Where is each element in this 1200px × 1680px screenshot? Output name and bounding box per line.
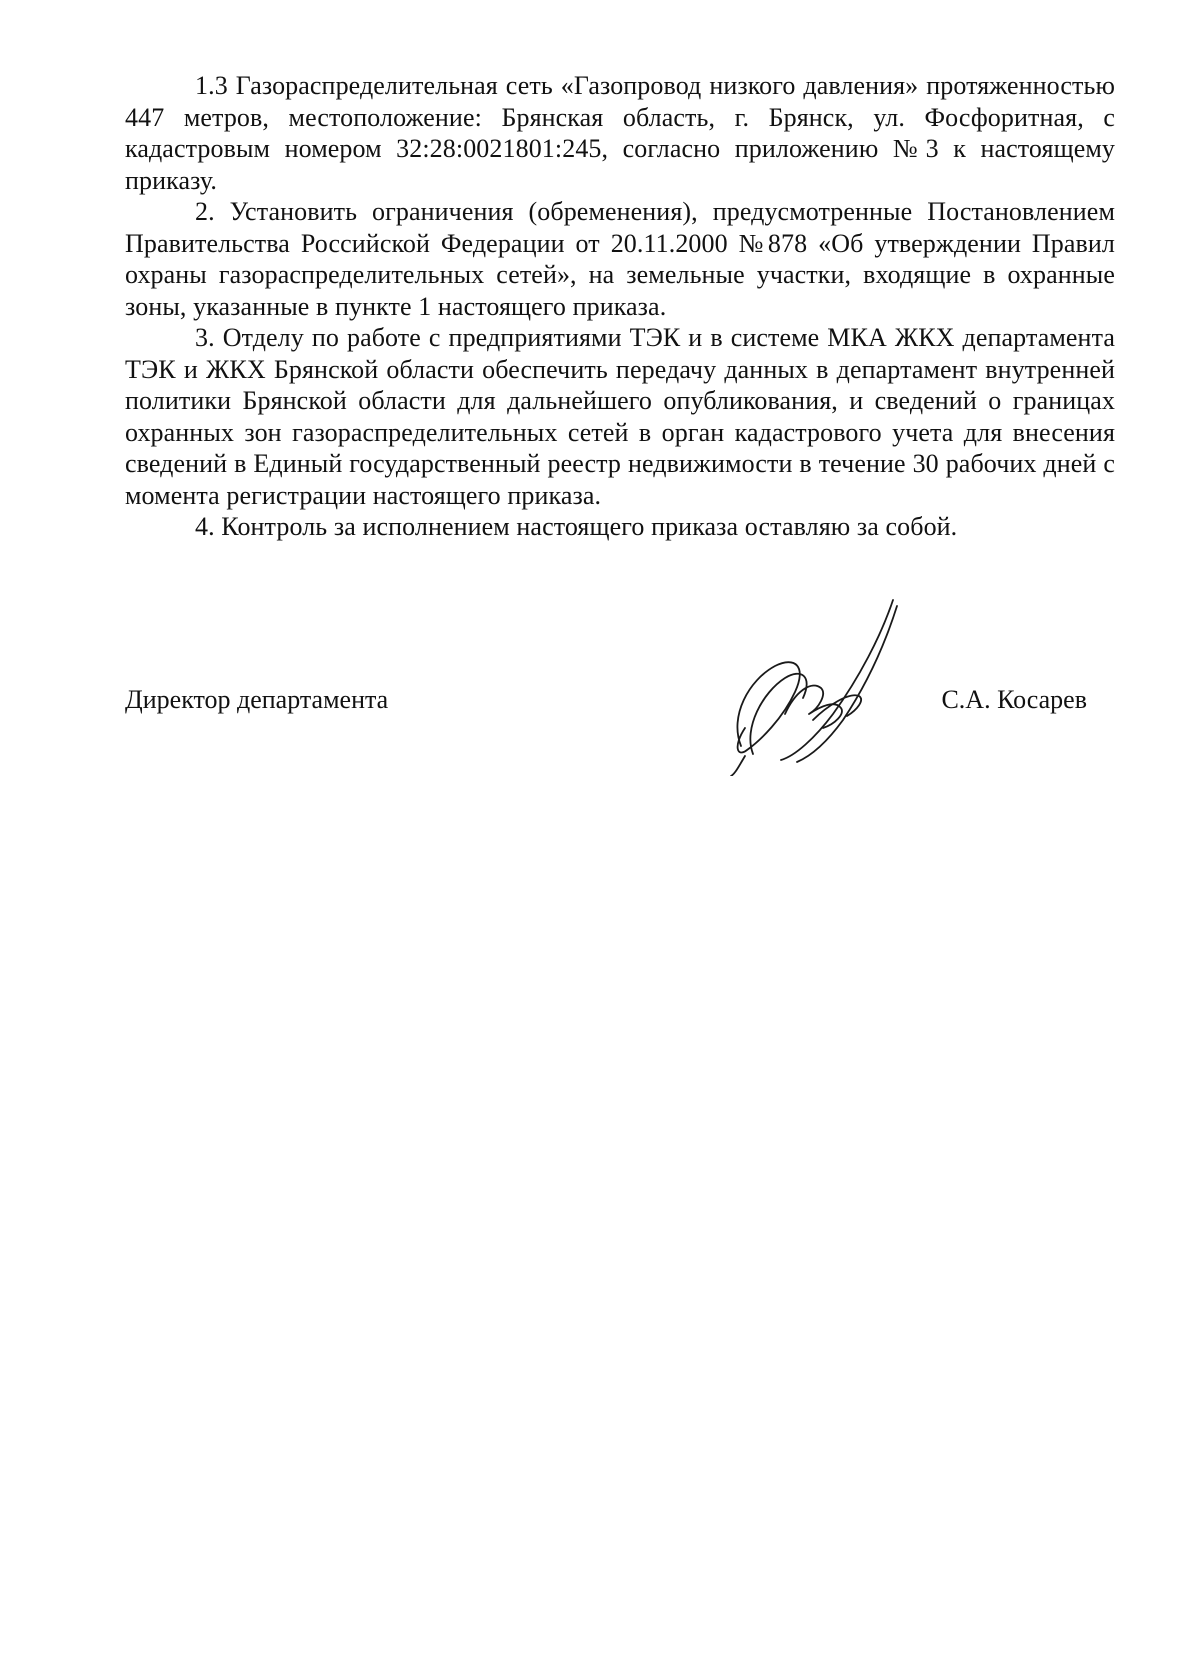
signer-position: Директор департамента <box>125 685 389 714</box>
document-body <box>125 70 1115 543</box>
signature-block <box>125 596 1115 776</box>
handwritten-signature <box>645 596 965 776</box>
signer-name: С.А. Косарев <box>941 685 1087 714</box>
paragraph-2: 2. Установить ограничения (обременения), предусмотренные Постановлением Правительства Российской Федерации от 20.11.2000 №878 «Об утверждении Правил охраны газораспределительных сетей», на земельные участки, входящие в охранные зоны, указанные в пункте 1 настоящего приказа. <box>125 197 1115 321</box>
paragraph-1-3: 1.3 Газораспределительная сеть «Газопровод низкого давления» протяженностью 447 метров, местоположение: Брянская область, г. Брянск, ул. Фосфоритная, с кадастровым номером 32:28:0021801:245, согласно приложению №3 к настоящему приказу. <box>125 71 1115 195</box>
paragraph-4: 4. Контроль за исполнением настоящего приказа оставляю за собой. <box>195 512 958 541</box>
paragraph-3: 3. Отделу по работе с предприятиями ТЭК и в системе МКА ЖКХ департамента ТЭК и ЖКХ Брянской области обеспечить передачу данных в департамент внутренней политики Брянской области для дальнейшего опубликования, и сведений о границах охранных зон газораспределительных сетей в орган кадастрового учета для внесения сведений в Единый государственный реестр недвижимости в течение 30 рабочих дней с момента регистрации настоящего приказа. <box>125 323 1115 510</box>
